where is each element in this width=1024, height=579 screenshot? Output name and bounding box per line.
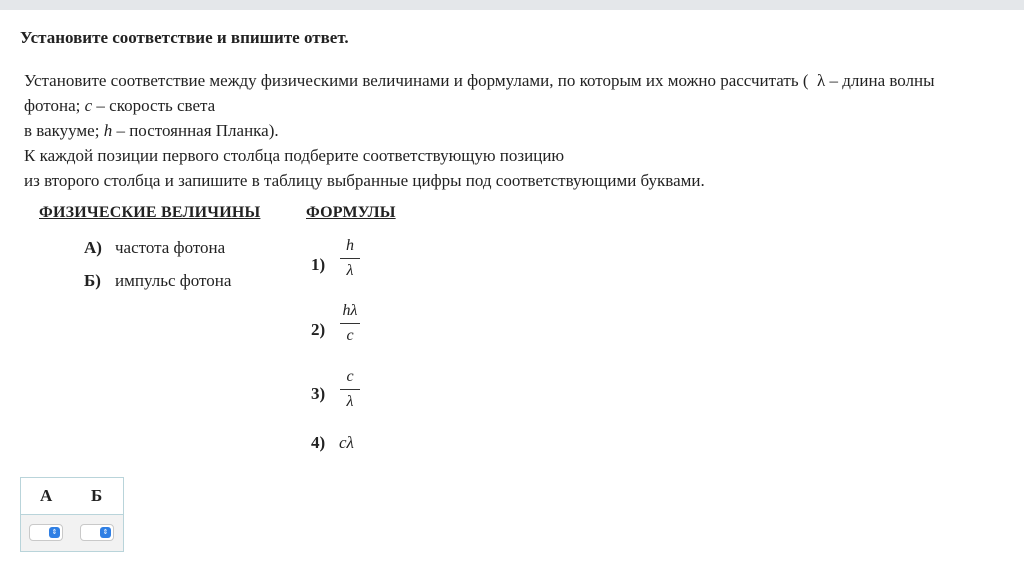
formula-4: cλ — [339, 433, 354, 452]
answer-a-select[interactable] — [29, 524, 63, 541]
task-line-5: из второго столбца и запишите в таблицу выбранные цифры под соответствующими буквами. — [24, 171, 705, 190]
formula-2-label: 2) — [311, 320, 326, 339]
formulas-header: ФОРМУЛЫ — [306, 204, 396, 221]
task-line-3: в вакууме; h – постоянная Планка). — [24, 121, 279, 140]
answer-col-a-header: А — [40, 486, 53, 505]
updown-arrows-icon: ⇕ — [100, 527, 111, 538]
task-line-4: К каждой позиции первого столбца подберите соответствующую позицию — [24, 146, 565, 165]
task-heading: Установите соответствие и впишите ответ. — [20, 28, 349, 47]
quantity-b: Б) импульс фотона — [84, 271, 232, 290]
quantities-header: ФИЗИЧЕСКИЕ ВЕЛИЧИНЫ — [39, 204, 261, 221]
formula-3: $\frac{c}{\lambda}$ — [340, 368, 360, 411]
formula-2: $\frac{h\lambda}{c}$ — [340, 302, 360, 345]
formula-3-label: 3) — [311, 384, 326, 403]
answer-b-select[interactable] — [80, 524, 114, 541]
formula-4-label: 4) — [311, 433, 326, 452]
updown-arrows-icon: ⇕ — [49, 527, 60, 538]
formula-1: $\frac{h}{\lambda}$ — [340, 237, 360, 280]
task-line-1: Установите соответствие между физическими величинами и формулами, по которым их можно рассчитать ( λ – длина волны — [24, 71, 935, 90]
task-line-2: фотона; c – скорость света — [24, 96, 216, 115]
formula-1-label: 1) — [311, 255, 326, 274]
top-bar — [0, 0, 1024, 10]
quantity-a: А) частота фотона — [84, 238, 226, 257]
answer-col-b-header: Б — [91, 486, 103, 505]
answer-table — [20, 477, 124, 552]
